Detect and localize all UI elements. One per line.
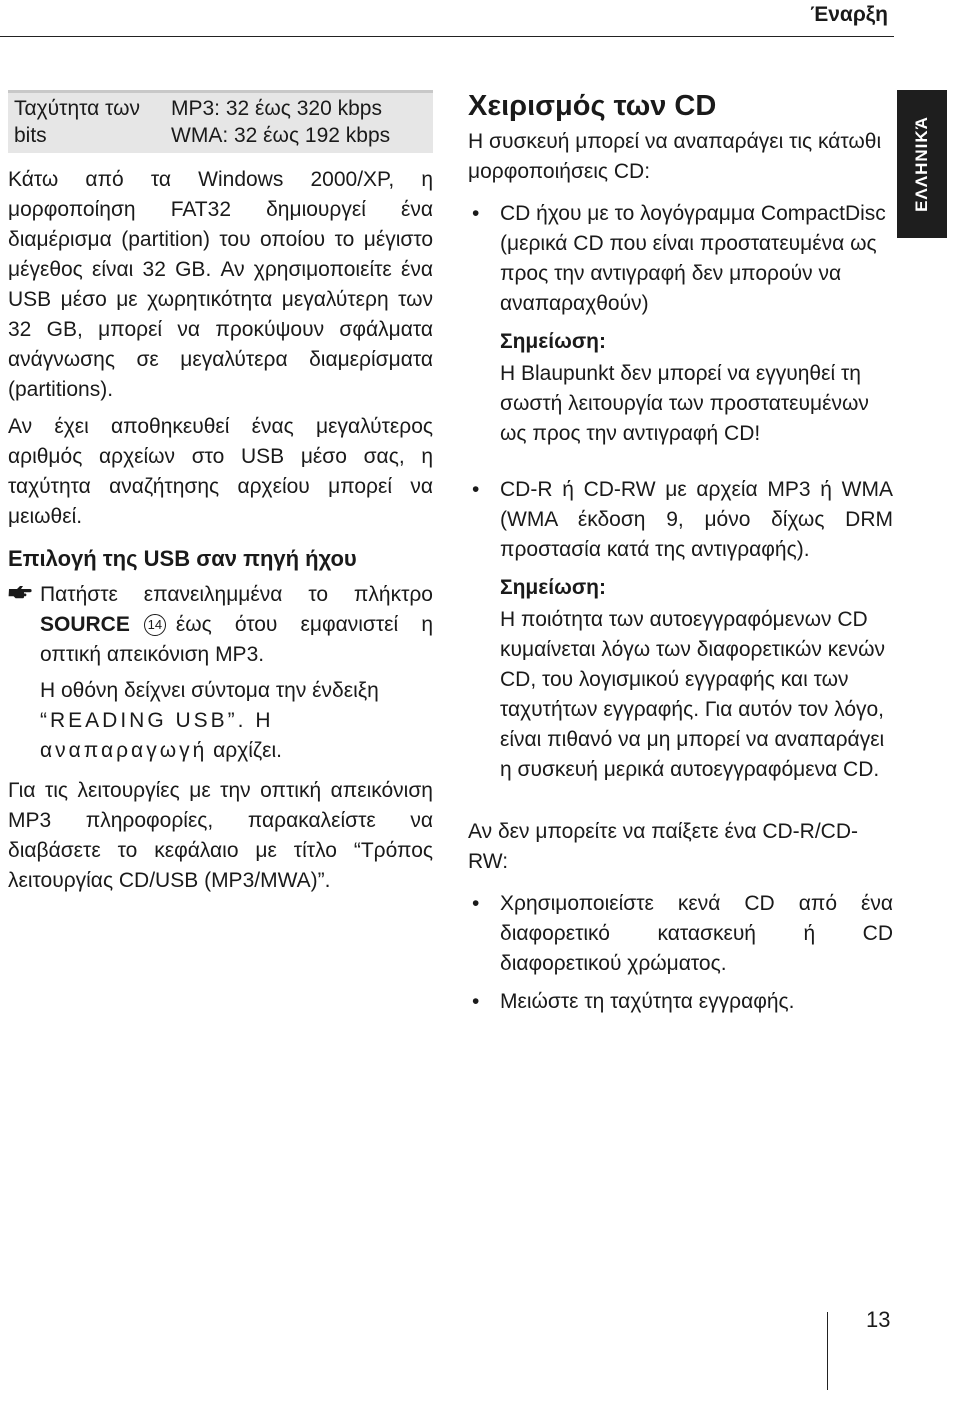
instruction-text-before: Πατήστε επανειλημμένα το πλήκτρο: [40, 583, 433, 606]
list-item: [468, 475, 893, 785]
note-label: Σημείωση:: [500, 330, 607, 353]
instruction-text: [40, 580, 433, 670]
instruction-step: [8, 580, 433, 670]
page-number: 13: [866, 1307, 891, 1332]
pointing-hand-icon: [8, 580, 40, 670]
cd-intro-paragraph: Η συσκευή μπορεί να αναπαράγει τις κάτωθι μορφοποιήσεις CD:: [468, 130, 882, 183]
cd-format-mp3-wma: • CD-R ή CD-RW με αρχεία MP3 ή WMA (WMA έκδοση 9, μόνο δίχως DRM προστασία κατά της αντιγραφής).: [500, 478, 893, 561]
bitrate-wma: WMA: 32 έως 192 kbps: [171, 124, 391, 147]
mp3-info-paragraph: Για τις λειτουργίες με την οπτική απεικόνιση MP3 πληροφορίες, παρακαλείστε να διαβάσετε το κεφάλαιο με τίτλο “Τρόπος λειτουργίας CD/USB (MP3/MWA)”.: [8, 779, 433, 892]
note-text: Η ποιότητα των αυτοεγγραφόμενων CD κυμαίνεται λόγω των διαφορετικών κενών CD, του λογισμικού εγγραφής και των ταχυτήτων εγγραφής. Για αυτόν τον λόγο, είναι πιθανό να μη μπορεί να αναπαράγει η συσκευή μερικά αυτοεγγραφόμενα CD.: [500, 608, 886, 781]
language-tab: [897, 90, 947, 238]
display-reading-usb: “READING USB”. Η αναπαραγωγή: [40, 709, 274, 762]
result-text-before: Η οθόνη δείχνει σύντομα την ένδειξη: [40, 679, 379, 702]
right-column: [468, 90, 893, 1025]
bitrate-mp3: MP3: 32 έως 320 kbps: [171, 97, 382, 120]
key-number-badge: 14: [144, 614, 166, 636]
instruction-text-after: έως ότου εμφανιστεί η οπτική απεικόνιση MP3.: [40, 613, 433, 666]
bitrate-table: [8, 90, 433, 153]
fat32-paragraph: Κάτω από τα Windows 2000/XP, η μορφοποίηση FAT32 δημιουργεί ένα διαμέρισμα (partition) του οποίου το μέγιστο μέγεθος είναι 32 GB. Αν χρησιμοποιείτε ένα USB μέσο με χωρητικότητα μεγαλύτερη των 32 GB, μπορεί να προκύψουν σφάλματα ανάγνωσης σε μεγαλύτερα διαμερίσματα (partitions).: [8, 168, 433, 401]
header-divider: [0, 36, 894, 37]
instruction-result: [8, 676, 433, 766]
note-text: Η Blaupunkt δεν μπορεί να εγγυηθεί τη σωστή λειτουργία των προστατευμένων ως προς την αντιγραφή CD!: [500, 362, 869, 445]
usb-source-heading: Επιλογή της USB σαν πηγή ήχου: [8, 546, 357, 571]
cdr-problem-paragraph: Αν δεν μπορείτε να παίξετε ένα CD-R/CD-RW:: [468, 820, 858, 873]
result-text-after: αρχίζει.: [213, 739, 283, 762]
source-key-label: SOURCE: [40, 613, 130, 636]
cd-handling-heading: Χειρισμός των CD: [468, 90, 717, 122]
bitrate-values: [171, 95, 427, 149]
list-item: • Χρησιμοποιείστε κενά CD από ένα διαφορετικό κατασκευή ή CD διαφορετικού χρώματος.: [468, 889, 893, 979]
language-tab-label: ΕΛΛΗΝΙΚΆ: [912, 116, 931, 212]
note-label: Σημείωση:: [500, 576, 607, 599]
bitrate-label: Ταχύτητα των bits: [14, 97, 141, 147]
footer-divider: [827, 1312, 828, 1390]
list-item: [468, 199, 893, 449]
tips-list: [468, 889, 893, 1017]
file-count-paragraph: Αν έχει αποθηκευθεί ένας μεγαλύτερος αριθμός αρχείων στο USB μέσο σας, η ταχύτητα αναζήτησης αρχείου μπορεί να μειωθεί.: [8, 415, 433, 528]
cd-format-list: [468, 199, 893, 785]
cd-format-audio: • CD ήχου με το λογόγραμμα CompactDisc (μερικά CD που είναι προστατευμένα ως προς την αντιγραφή δεν μπορούν να αναπαραχθούν): [500, 202, 886, 315]
list-item: • Μειώστε τη ταχύτητα εγγραφής.: [468, 987, 893, 1017]
page-header-title: Έναρξη: [810, 3, 888, 26]
left-column: [8, 90, 433, 903]
